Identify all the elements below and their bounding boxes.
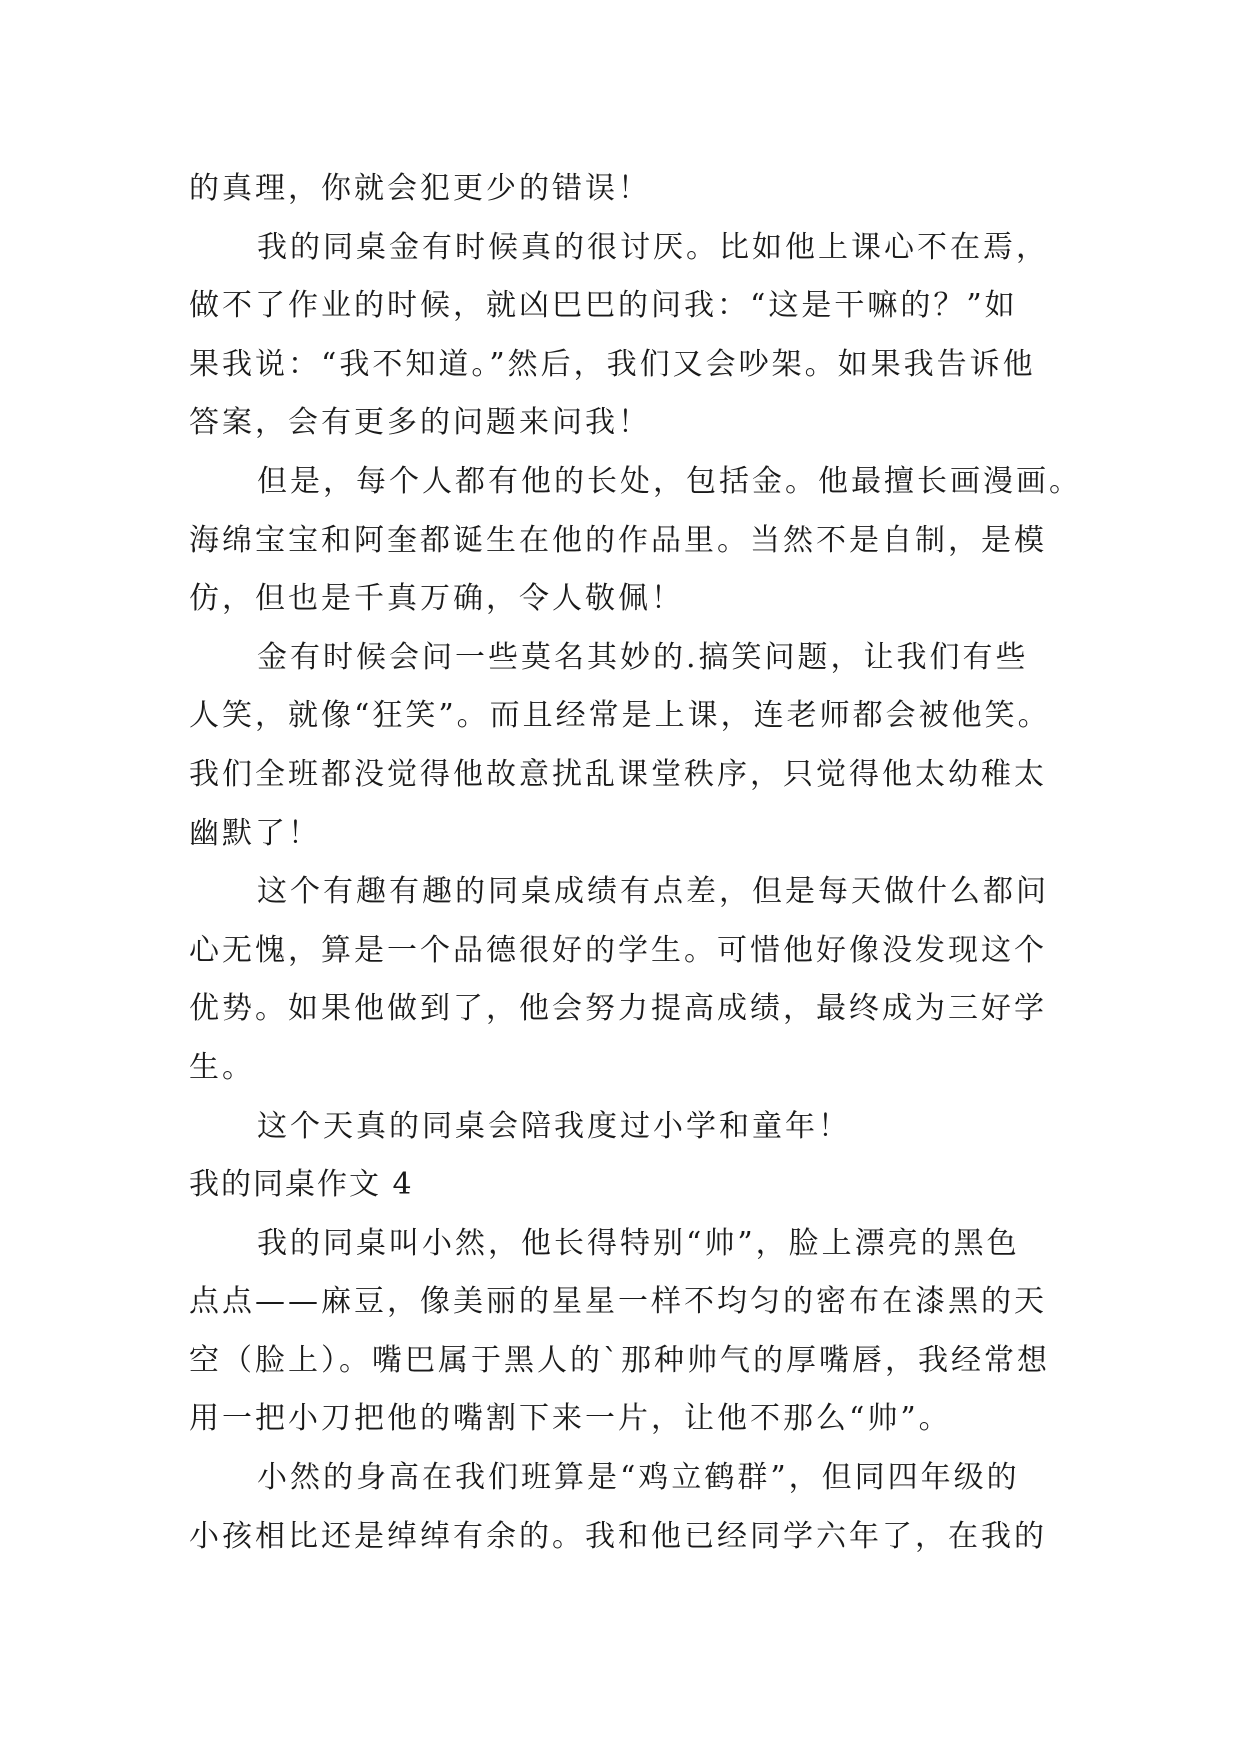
text-line: 空（脸上）。嘴巴属于黑人的`那种帅气的厚嘴唇，我经常想 — [189, 1342, 1050, 1378]
text-line: 人笑，就像“狂笑”。而且经常是上课，连老师都会被他笑。 — [189, 698, 1051, 734]
text-line: 的真理，你就会犯更少的错误！ — [189, 171, 651, 206]
paragraph-start-line: 小然的身高在我们班算是“鸡立鹤群”，但同四年级的 — [257, 1460, 1020, 1496]
text-line: 我们全班都没觉得他故意扰乱课堂秩序，只觉得他太幼稚太 — [189, 756, 1047, 792]
text-line: 生。 — [189, 1049, 255, 1085]
text-line: 点点——麻豆，像美丽的星星一样不均匀的密布在漆黑的天 — [189, 1284, 1047, 1320]
text-line: 果我说：“我不知道。”然后，我们又会吵架。如果我告诉他 — [189, 346, 1036, 382]
paragraph-start-line: 我的同桌叫小然，他长得特别“帅”，脸上漂亮的黑色 — [257, 1225, 1020, 1261]
text-line: 海绵宝宝和阿奎都诞生在他的作品里。当然不是自制，是模 — [189, 522, 1047, 558]
essay-text — [189, 160, 1082, 1566]
text-line: 优势。如果他做到了，他会努力提高成绩，最终成为三好学 — [189, 991, 1047, 1027]
text-line: 做不了作业的时候，就凶巴巴的问我：“这是干嘛的？”如 — [189, 288, 1018, 324]
text-line: 用一把小刀把他的嘴割下来一片，让他不那么“帅”。 — [189, 1401, 952, 1437]
paragraph-start-line: 但是，每个人都有他的长处，包括金。他最擅长画漫画。 — [257, 463, 1082, 499]
paragraph-start-line: 我的同桌金有时候真的很讨厌。比如他上课心不在焉， — [257, 229, 1049, 265]
paragraph-start-line: 这个有趣有趣的同桌成绩有点差，但是每天做什么都问 — [257, 874, 1049, 910]
text-line: 答案，会有更多的问题来问我！ — [189, 405, 651, 441]
paragraph-start-line: 金有时候会问一些莫名其妙的.搞笑问题，让我们有些 — [257, 639, 1029, 675]
text-line: 心无愧，算是一个品德很好的学生。可惜他好像没发现这个 — [189, 932, 1047, 968]
text-line: 仿，但也是千真万确，令人敬佩！ — [189, 581, 684, 617]
paragraph-start-line: 这个天真的同桌会陪我度过小学和童年！ — [257, 1108, 851, 1144]
section-heading: 我的同桌作文 4 — [189, 1167, 414, 1203]
text-line: 小孩相比还是绰绰有余的。我和他已经同学六年了，在我的 — [189, 1518, 1047, 1554]
text-line: 幽默了！ — [189, 815, 321, 851]
